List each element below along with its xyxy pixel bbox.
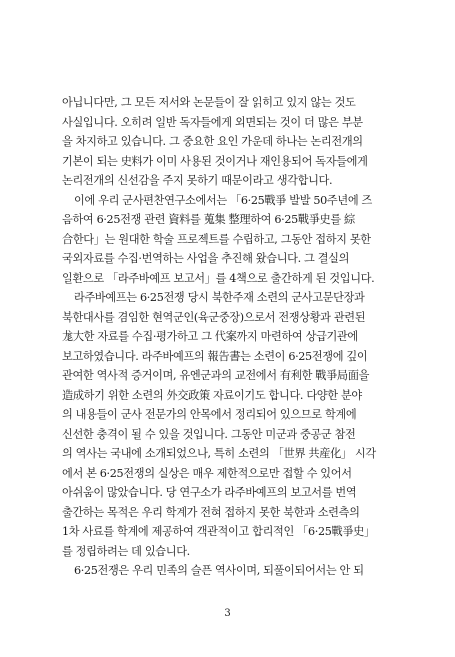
page-number: 3 [224,608,231,619]
text-line: 신선한 충격이 될 수 있을 것입니다. 그동안 미군과 중공군 참전 [62,427,356,441]
text-line: 사실입니다. 오히려 일반 독자들에게 외면되는 것이 더 많은 부분 [62,115,363,129]
text-line: 이에 우리 군사편찬연구소에서는 「6·25戰爭 발발 50주년에 즈 [74,193,372,207]
text-line: 관여한 역사적 증거이며, 유엔군과의 교전에서 有利한 戰爭局面을 [62,369,370,382]
paragraph-1 [62,93,392,191]
text-line: 라주바예프는 6·25전쟁 당시 북한주재 소련의 군사고문단장과 [74,291,365,304]
text-line: 일환으로 「라주바예프 보고서」를 4책으로 출간하게 된 것입니다. [62,271,375,285]
text-line: 의 내용들이 군사 전문가의 안목에서 정리되어 있으므로 학계에 [62,408,357,421]
text-line: 合한다」는 원대한 학술 프로젝트를 수립하고, 그동안 접하지 못한 [62,232,371,246]
text-line: 논리전개의 신선감을 주지 못하기 때문이라고 생각합니다. [62,174,333,187]
text-line: 을 차지하고 있습니다. 그 중요한 요인 가운데 하나는 논리전개의 [62,135,363,148]
body-text [62,93,392,581]
paragraph-2 [62,191,392,289]
text-line: 를 정립하려는 데 있습니다. [62,544,190,558]
text-line: 북한대사를 겸임한 현역군인(육군중장)으로서 전쟁상황과 관련된 [62,310,366,324]
text-line: 보고하였습니다. 라주바예프의 報告書는 소련이 6·25전쟁에 깊이 [62,349,368,363]
text-line: 아쉬움이 많았습니다. 당 연구소가 라주바예프의 보고서를 번역 [62,486,357,499]
text-line: 출간하는 목적은 우리 학계가 전혀 접하지 못한 북한과 소련측의 [62,505,360,519]
text-line: 1차 사료를 학계에 제공하여 객관적이고 합리적인 「6·25戰爭史」 [62,525,375,538]
text-line: 음하여 6·25전쟁 관련 資料를 蒐集 整理하여 6·25戰爭史를 綜 [62,213,355,226]
text-line: 기본이 되는 史料가 이미 사용된 것이거나 재인용되어 독자들에게 [62,154,368,168]
paragraph-4 [62,561,392,581]
text-line: 국외자료를 수집·번역하는 사업을 추진해 왔습니다. 그 결실의 [62,252,350,265]
text-line: 6·25전쟁은 우리 민족의 슬픈 역사이며, 되풀이되어서는 안 되 [74,564,364,577]
text-line: 尨大한 자료를 수집·평가하고 그 代案까지 마련하여 상급기관에 [62,330,358,343]
text-line: 아닙니다만, 그 모든 저서와 논문들이 잘 읽히고 있지 않는 것도 [62,96,356,109]
text-line: 에서 본 6·25전쟁의 실상은 매우 제한적으로만 접할 수 있어서 [62,466,352,480]
paragraph-3 [62,288,392,561]
text-line: 造成하기 위한 소련의 外交政策 자료이기도 합니다. 다양한 분야 [62,388,362,402]
text-line: 의 역사는 국내에 소개되었으나, 특히 소련의 「世界 共産化」 시각 [62,447,376,460]
